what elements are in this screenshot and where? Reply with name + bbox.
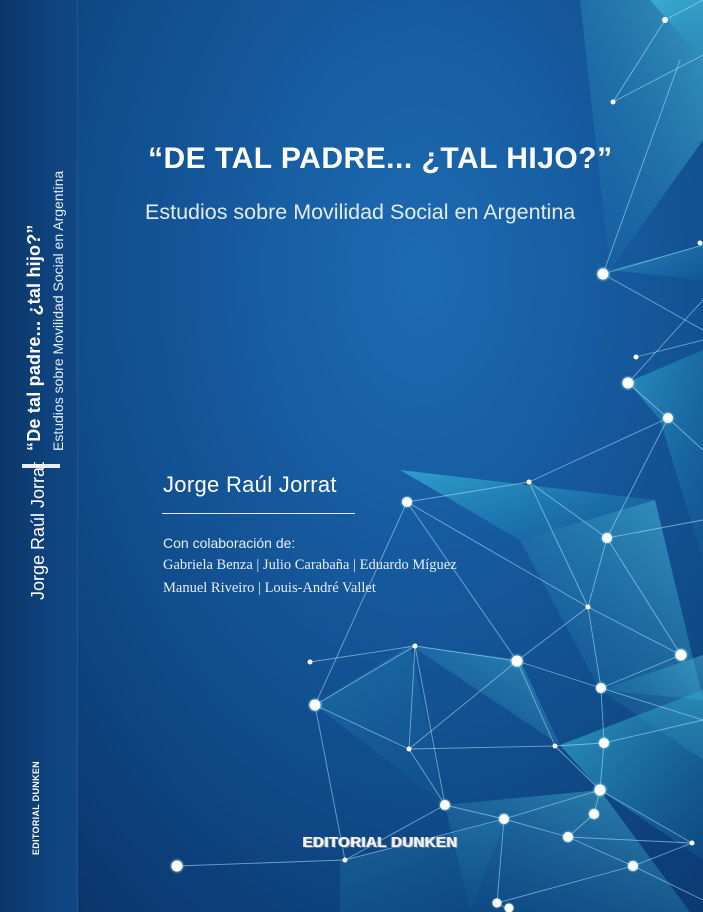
book-subtitle: Estudios sobre Movilidad Social en Argentina bbox=[145, 200, 576, 224]
spine-subtitle: Estudios sobre Movilidad Social en Argentina bbox=[50, 170, 66, 451]
book-title: “DE TAL PADRE... ¿TAL HIJO?” bbox=[148, 142, 613, 175]
spine-publisher: EDITORIAL DUNKEN bbox=[31, 761, 41, 855]
author-underline bbox=[162, 513, 355, 514]
spine-title: “De tal padre... ¿tal hijo?” bbox=[24, 224, 44, 451]
collaboration-label: Con colaboración de: bbox=[163, 535, 296, 551]
spine-text-group bbox=[0, 0, 78, 912]
collaborators-line-2: Manuel Riveiro | Louis-André Vallet bbox=[163, 580, 376, 596]
author-name: Jorge Raúl Jorrat bbox=[163, 472, 337, 497]
publisher-logo: EDITORIAL DUNKEN bbox=[303, 834, 459, 851]
spine-author: Jorge Raúl Jorrat bbox=[28, 461, 48, 600]
collaborators-line-1: Gabriela Benza | Julio Carabaña | Eduardo Míguez bbox=[163, 557, 457, 573]
network-triangles bbox=[315, 0, 703, 912]
